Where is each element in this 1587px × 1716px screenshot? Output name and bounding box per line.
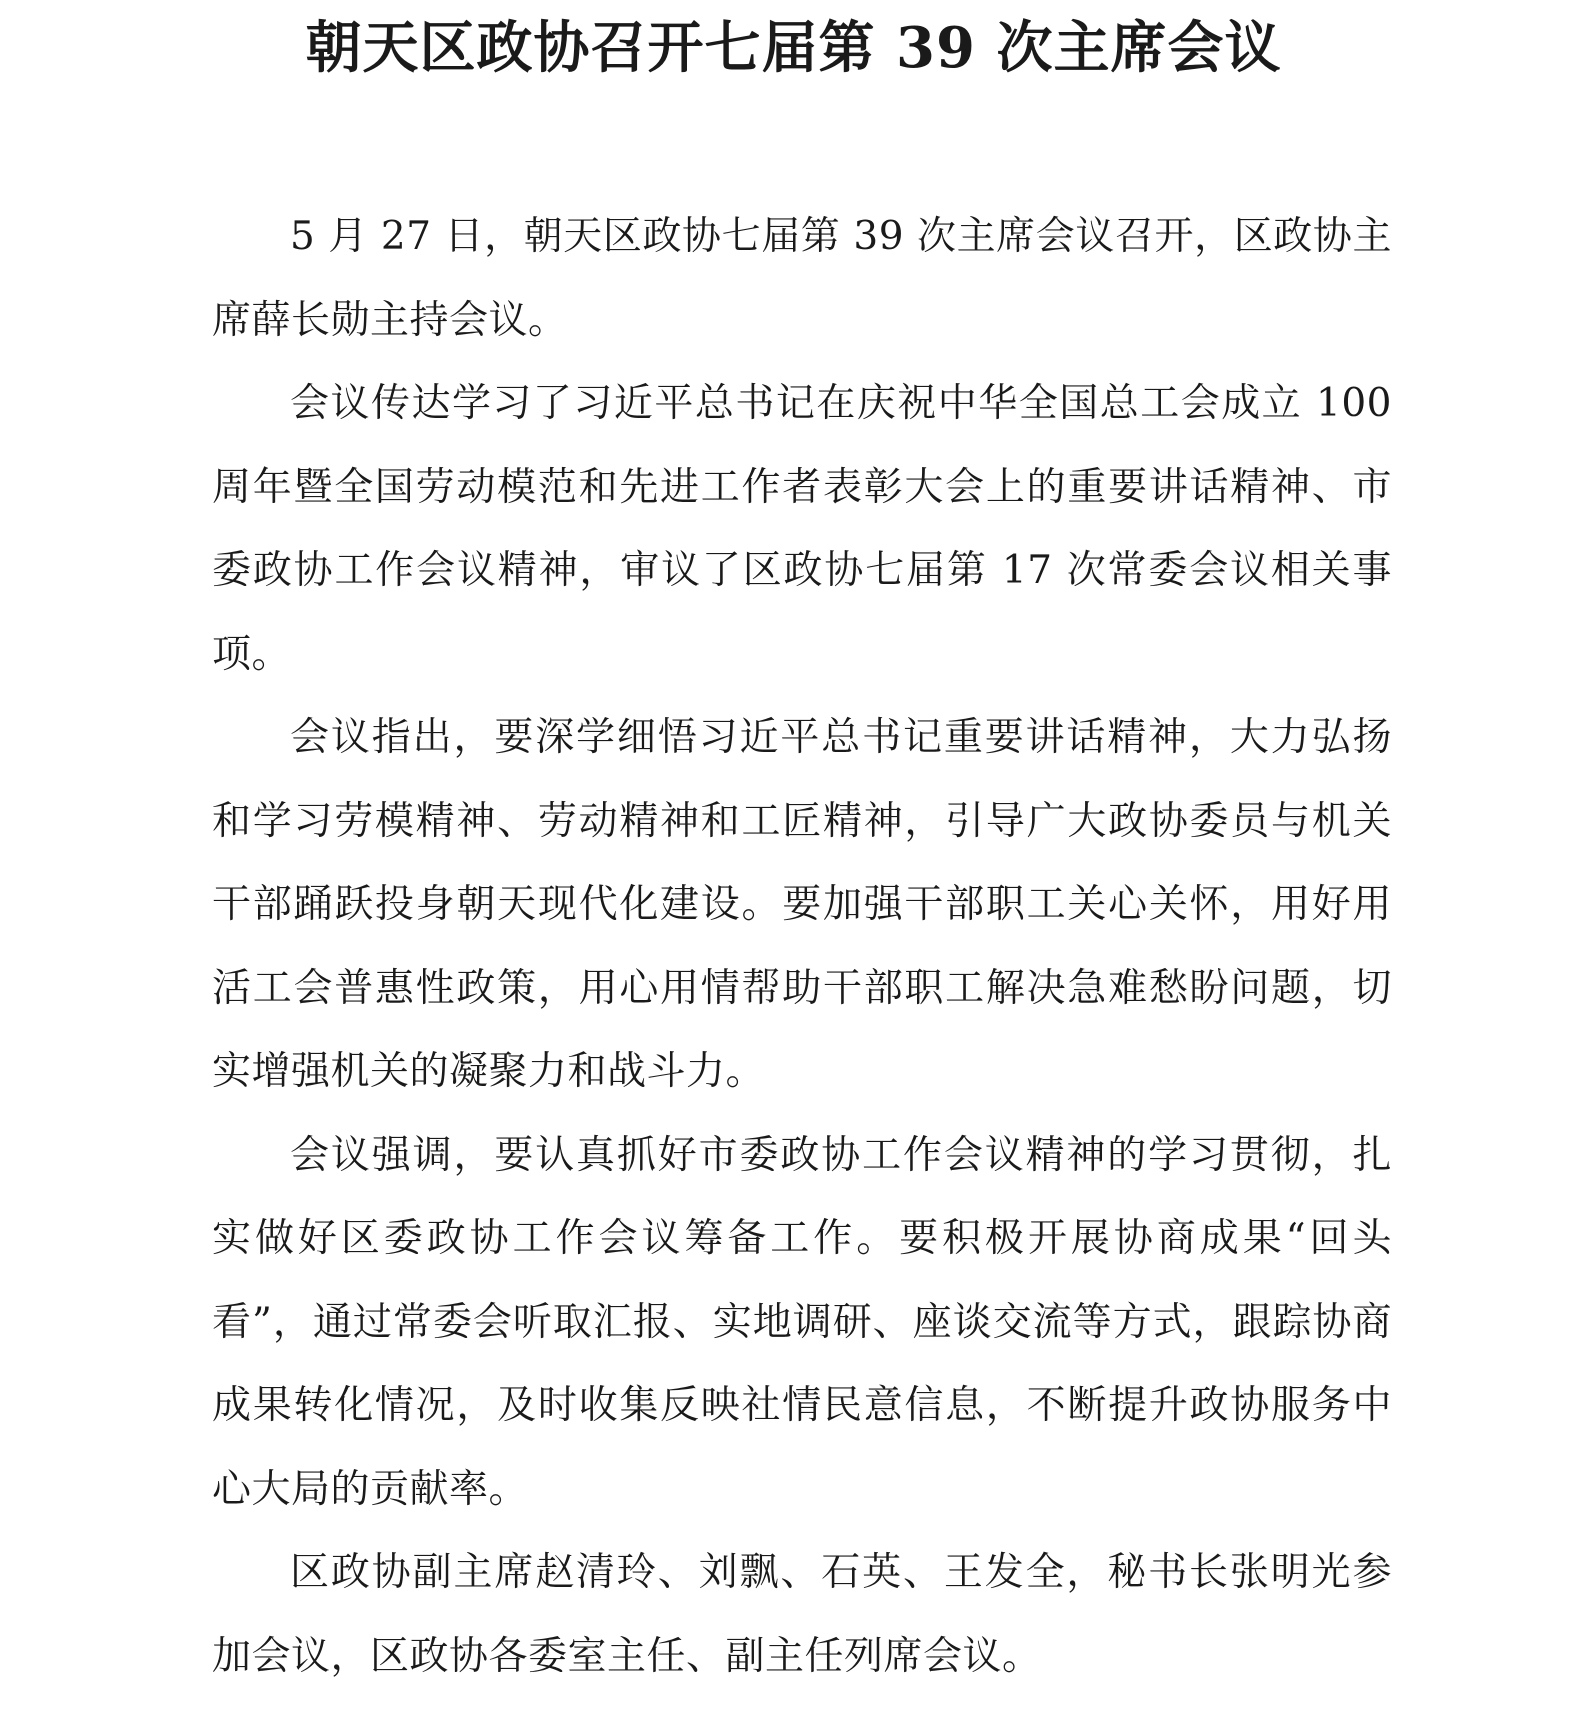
paragraph-opening: 5 月 27 日，朝天区政协七届第 39 次主席会议召开，区政协主席薛长勋主持会议。 xyxy=(212,214,1392,343)
document-title: 朝天区政协召开七届第 39 次主席会议 xyxy=(305,15,1282,81)
paragraph-pointed-out: 会议指出，要深学细悟习近平总书记重要讲话精神，大力弘扬和学习劳模精神、劳动精神和工匠精神，引导广大政协委员与机关干部踊跃投身朝天现代化建设。要加强干部职工关心关怀，用好用活工会普惠性政策，用心用情帮助干部职工解决急难愁盼问题，切实增强机关的凝聚力和战斗力。 xyxy=(212,715,1392,1094)
document-body xyxy=(212,195,1392,1698)
paragraph-emphasized: 会议强调，要认真抓好市委政协工作会议精神的学习贯彻，扎实做好区委政协工作会议筹备工作。要积极开展协商成果“回头看”，通过常委会听取汇报、实地调研、座谈交流等方式，跟踪协商成果转化情况，及时收集反映社情民意信息，不断提升政协服务中心大局的贡献率。 xyxy=(212,1132,1392,1512)
paragraph-agenda: 会议传达学习了习近平总书记在庆祝中华全国总工会成立 100 周年暨全国劳动模范和先进工作者表彰大会上的重要讲话精神、市委政协工作会议精神，审议了区政协七届第 17 次常委会议相关事项。 xyxy=(212,381,1392,677)
paragraph-attendees: 区政协副主席赵清玲、刘飘、石英、王发全，秘书长张明光参加会议，区政协各委室主任、副主任列席会议。 xyxy=(212,1550,1392,1679)
